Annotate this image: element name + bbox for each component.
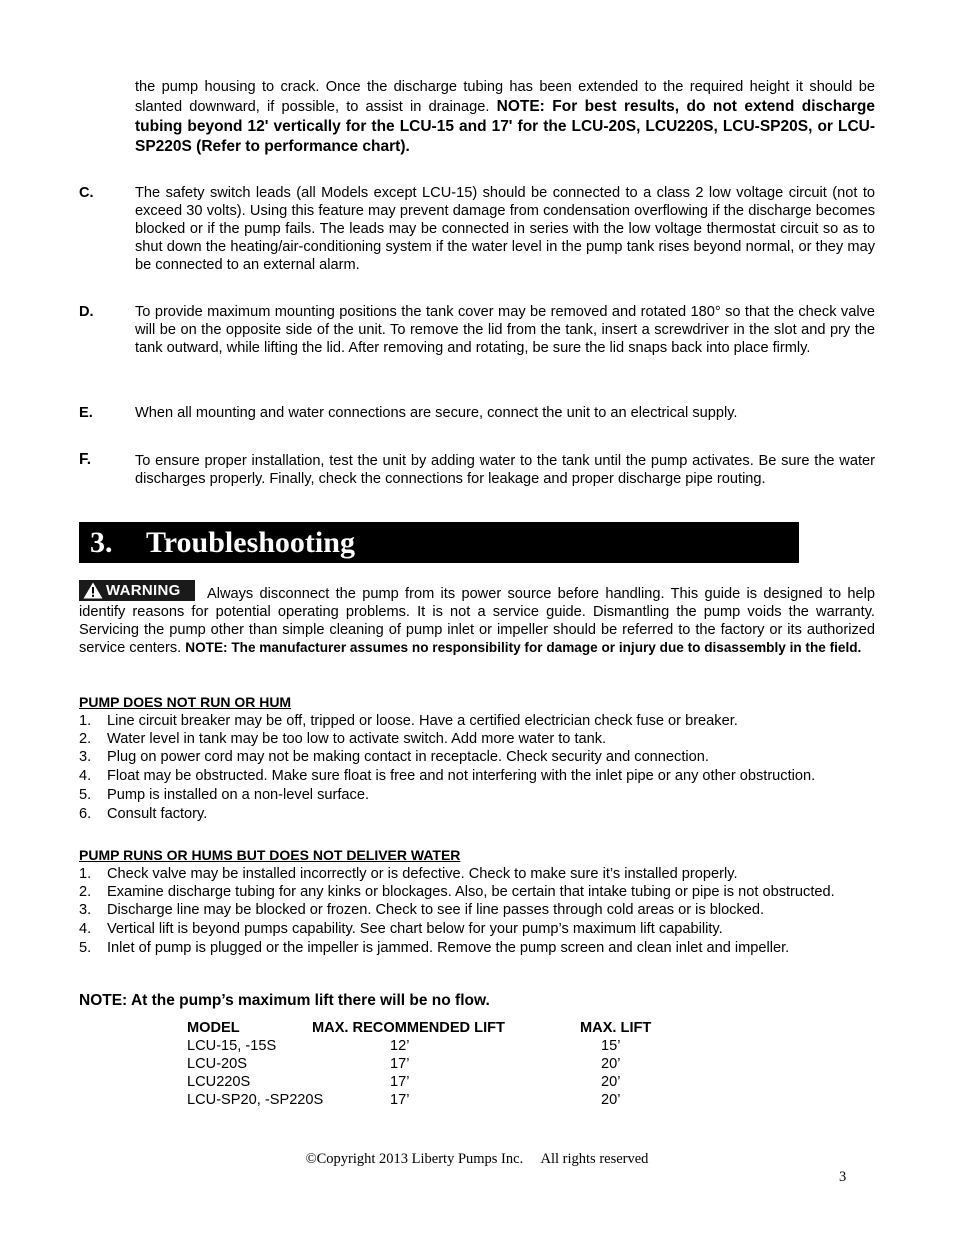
list-item: 5. Pump is installed on a non-level surface. bbox=[79, 787, 370, 803]
warning-paragraph bbox=[79, 585, 875, 657]
list-item: 4. Float may be obstructed. Make sure float is free and not interfering with the inlet pipe or any other obstruction. bbox=[79, 768, 816, 784]
step-letter-d: D. bbox=[79, 304, 94, 320]
list-item: 1. Line circuit breaker may be off, tripped or loose. Have a certified electrician check fuse or breaker. bbox=[79, 713, 738, 729]
list-item: 3. Plug on power cord may not be making contact in receptacle. Check security and connection. bbox=[79, 749, 709, 765]
list-item: 3. Discharge line may be blocked or frozen. Check to see if line passes through cold areas or is blocked. bbox=[79, 902, 765, 918]
list-item: 5. Inlet of pump is plugged or the impeller is jammed. Remove the pump screen and clean inlet and impeller. bbox=[79, 940, 790, 956]
warning-note: NOTE: The manufacturer assumes no responsibility for damage or injury due to disassembly in the field. bbox=[185, 640, 862, 655]
section-heading bbox=[90, 524, 355, 562]
section-number: 3. bbox=[90, 526, 113, 559]
problem-list-no-run bbox=[79, 712, 875, 823]
warning-text: Always disconnect the pump from its power source before handling. This guide is designed to help identify reasons for potential operating problems. It is not a service guide. Dismantling the pump voids the warranty. Servicing the pump other than simple cleaning of pump inlet or impeller should be referred to the factory or its authorized service centers. bbox=[79, 586, 875, 656]
step-letter-f: F. bbox=[79, 451, 92, 468]
intro-note: NOTE: For best results, do not extend discharge tubing beyond 12' vertically for the LCU-15 and 17' for the LCU-20S, LCU220S, LCU-SP20S, or LCU-SP220S (Refer to performance chart). bbox=[135, 98, 876, 155]
list-item: 1. Check valve may be installed incorrectly or is defective. Check to make sure it’s installed properly. bbox=[79, 866, 738, 882]
step-text-c: The safety switch leads (all Models except LCU-15) should be connected to a class 2 low voltage circuit (not to exceed 30 volts). Using this feature may prevent damage from condensation overflowing if the discharge becomes blocked or if the pump fails. The leads may be connected in series with the low voltage thermostat circuit so as to shut down the heating/air-conditioning system if the water level in the pump tank rises beyond normal, or they may be connected to an external alarm. bbox=[135, 185, 875, 273]
intro-text: the pump housing to crack. Once the discharge tubing has been extended to the required height it should be slanted downward, if possible, to assist in drainage. bbox=[135, 79, 875, 115]
list-item: 4. Vertical lift is beyond pumps capability. See chart below for your pump’s maximum lift capability. bbox=[79, 921, 723, 937]
step-letter-c: C. bbox=[79, 185, 94, 201]
table-header-row bbox=[187, 1019, 667, 1037]
table-row: LCU220S 17’ 20’ bbox=[187, 1074, 621, 1090]
lift-table bbox=[187, 1019, 667, 1109]
problem-title-no-water: PUMP RUNS OR HUMS BUT DOES NOT DELIVER WATER bbox=[79, 847, 461, 863]
header-max-lift: MAX. LIFT bbox=[580, 1020, 652, 1036]
table-row: LCU-20S 17’ 20’ bbox=[187, 1056, 621, 1072]
header-recommended-lift: MAX. RECOMMENDED LIFT bbox=[312, 1020, 505, 1036]
list-item: 6. Consult factory. bbox=[79, 806, 208, 822]
page-number: 3 bbox=[839, 1169, 847, 1185]
step-text-f: To ensure proper installation, test the unit by adding water to the tank until the pump activates. Be sure the water discharges properly. Finally, check the connections for leakage and proper discharge pipe routing. bbox=[135, 453, 875, 487]
step-text-d: To provide maximum mounting positions the tank cover may be removed and rotated 180° so that the check valve will be on the opposite side of the unit. To remove the lid from the tank, insert a screwdriver in the slot and pry the tank outward, while lifting the lid. After removing and rotating, be sure the lid snaps back into place firmly. bbox=[135, 304, 875, 356]
problem-list-no-water bbox=[79, 865, 875, 957]
warning-label: WARNING bbox=[106, 582, 181, 599]
table-row: LCU-15, -15S 12’ 15’ bbox=[187, 1038, 621, 1054]
section-heading-bar bbox=[79, 522, 799, 563]
list-item: 2. Water level in tank may be too low to activate switch. Add more water to tank. bbox=[79, 731, 607, 747]
list-item: 2. Examine discharge tubing for any kinks or blockages. Also, be certain that intake tubing or pipe is not obstructed. bbox=[79, 884, 835, 900]
step-letter-e: E. bbox=[79, 405, 93, 421]
copyright-footer: ©Copyright 2013 Liberty Pumps Inc. All rights reserved bbox=[305, 1151, 649, 1167]
table-row: LCU-SP20, -SP220S 17’ 20’ bbox=[187, 1092, 621, 1108]
header-model: MODEL bbox=[187, 1020, 240, 1036]
section-title: Troubleshooting bbox=[146, 526, 355, 559]
intro-paragraph bbox=[135, 78, 875, 157]
problem-title-no-run: PUMP DOES NOT RUN OR HUM bbox=[79, 694, 292, 710]
step-text-e: When all mounting and water connections are secure, connect the unit to an electrical supply. bbox=[135, 405, 738, 421]
flow-note: NOTE: At the pump’s maximum lift there will be no flow. bbox=[79, 992, 490, 1009]
